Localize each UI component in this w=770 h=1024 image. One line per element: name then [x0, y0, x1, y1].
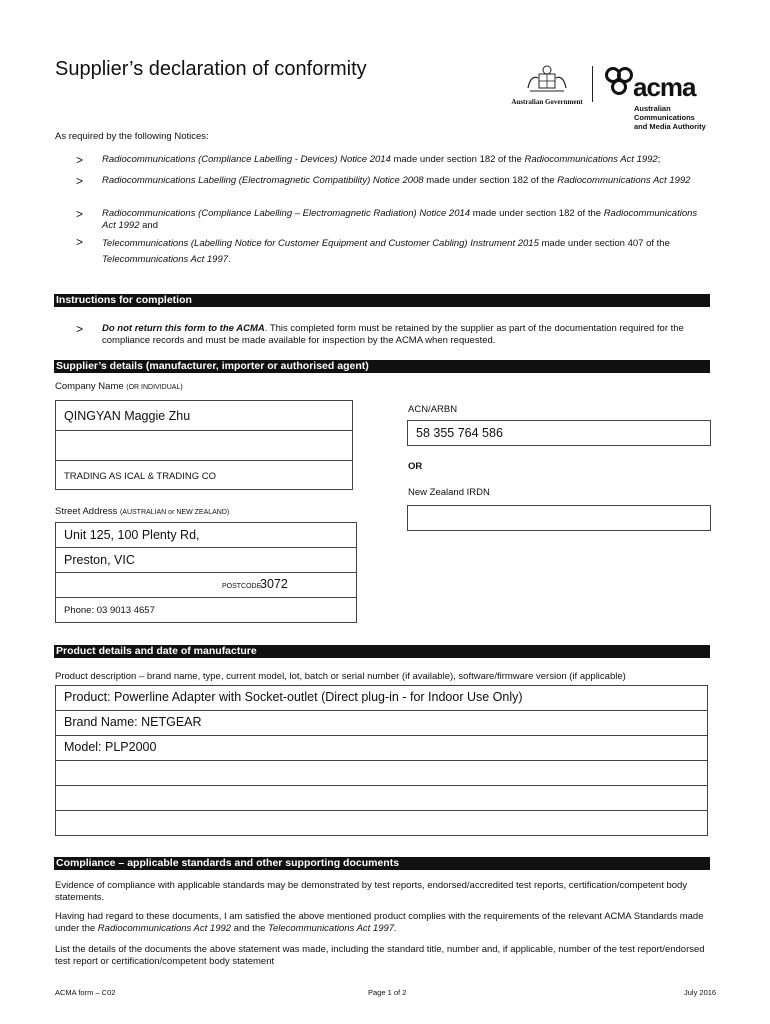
instructions-text: Do not return this form to the ACMA. This completed form must be retained by the supplier as part of the documentation required for the compliance records and must be made available for inspection by the ACMA when requested. [102, 323, 684, 346]
acn-label: ACN/ARBN [408, 404, 458, 415]
bullet-marker: > [76, 174, 84, 188]
postcode-value: 3072 [260, 577, 288, 591]
product-line-value: Product: Powerline Adapter with Socket-outlet (Direct plug-in - for Indoor Use Only) [64, 690, 523, 704]
notice-item: Radiocommunications Labelling (Electromagnetic Compatibility) Notice 2008 made under section 182 of the Radiocommunications Act 1992 [102, 175, 691, 186]
notice-item: Radiocommunications (Compliance Labelling – Electromagnetic Radiation) Notice 2014 made under section 182 of the Radiocommunications Act 1992 and [102, 208, 698, 231]
compliance-para-2: Having had regard to these documents, I am satisfied the above mentioned product complies with the requirements of the relevant ACMA Standards made under the Radiocommunications Act 1992 and the Telecommunications Act 1997. [55, 911, 704, 934]
product-description-box[interactable] [55, 685, 708, 836]
company-name-box[interactable] [55, 400, 353, 490]
acma-subtitle: Australian Communications and Media Authority [634, 104, 706, 131]
acma-wordmark: acma [633, 72, 696, 102]
product-details-heading: Product details and date of manufacture [54, 645, 710, 658]
phone-value: Phone: 03 9013 4657 [64, 605, 155, 616]
company-name-label: Company Name (OR INDIVIDUAL) [55, 381, 183, 392]
bullet-marker: > [76, 322, 84, 336]
page-title: Supplier’s declaration of conformity [55, 58, 367, 80]
product-line-field[interactable] [56, 811, 707, 835]
product-line-value: Brand Name: NETGEAR [64, 715, 202, 729]
acn-field[interactable] [407, 420, 711, 446]
irdn-label: New Zealand IRDN [408, 487, 490, 498]
acma-logo [603, 64, 715, 104]
company-name-value: QINGYAN Maggie Zhu [64, 409, 191, 423]
irdn-field[interactable] [407, 505, 711, 531]
product-line-field[interactable] [56, 786, 707, 811]
australian-government-logo [508, 64, 586, 106]
street-address-box[interactable] [55, 522, 357, 623]
notice-item: Telecommunications (Labelling Notice for Customer Equipment and Customer Cabling) Instrument 2015 made under section 407 of the Telecommunications Act 1997. [102, 238, 670, 265]
street-line1-field[interactable] [56, 523, 356, 548]
phone-field[interactable] [56, 598, 356, 622]
logo-divider [592, 66, 593, 102]
company-name-field[interactable] [56, 401, 352, 431]
postcode-label: POSTCODE [222, 583, 262, 590]
bullet-marker: > [76, 235, 84, 249]
acn-value: 58 355 764 586 [416, 426, 503, 440]
compliance-heading: Compliance – applicable standards and other supporting documents [54, 857, 710, 870]
footer-form-id: ACMA form – C02 [55, 988, 116, 997]
coat-of-arms-icon [524, 64, 570, 94]
or-label: OR [408, 461, 423, 472]
street-line2-field[interactable] [56, 548, 356, 573]
product-line-field[interactable] [56, 736, 707, 761]
street-line1-value: Unit 125, 100 Plenty Rd, [64, 528, 200, 542]
notices-intro: As required by the following Notices: [55, 131, 209, 142]
gov-label: Australian Government [511, 98, 583, 106]
notice-item: Radiocommunications (Compliance Labelling - Devices) Notice 2014 made under section 182 of the Radiocommunications Act 1992; [102, 154, 661, 165]
trading-as-field[interactable] [56, 461, 352, 489]
footer-page-number: Page 1 of 2 [368, 988, 407, 997]
product-line-value: Model: PLP2000 [64, 740, 157, 754]
postcode-row[interactable] [56, 573, 356, 598]
footer-date: July 2016 [684, 988, 717, 997]
compliance-para-3: List the details of the documents the above statement was made, including the standard title, number and, if applicable, number of the test report/endorsed test report or certification/competent body statement [55, 944, 705, 967]
product-description-label: Product description – brand name, type, current model, lot, batch or serial number (if available), software/firmware version (if applicable) [55, 671, 626, 682]
bullet-marker: > [76, 207, 84, 221]
street-line2-value: Preston, VIC [64, 553, 135, 567]
company-name-line2-field[interactable] [56, 431, 352, 461]
product-line-field[interactable] [56, 686, 707, 711]
instructions-heading: Instructions for completion [54, 294, 710, 307]
product-line-field[interactable] [56, 761, 707, 786]
bullet-marker: > [76, 153, 84, 167]
supplier-details-heading: Supplier’s details (manufacturer, importer or authorised agent) [54, 360, 710, 373]
compliance-para-1: Evidence of compliance with applicable standards may be demonstrated by test reports, endorsed/accredited test reports, certification/competent body statements. [55, 880, 688, 903]
acma-rings-icon [603, 66, 637, 98]
product-line-field[interactable] [56, 711, 707, 736]
trading-as-value: TRADING AS ICAL & TRADING CO [64, 471, 217, 482]
street-address-label: Street Address (AUSTRALIAN or NEW ZEALAND) [55, 506, 230, 517]
